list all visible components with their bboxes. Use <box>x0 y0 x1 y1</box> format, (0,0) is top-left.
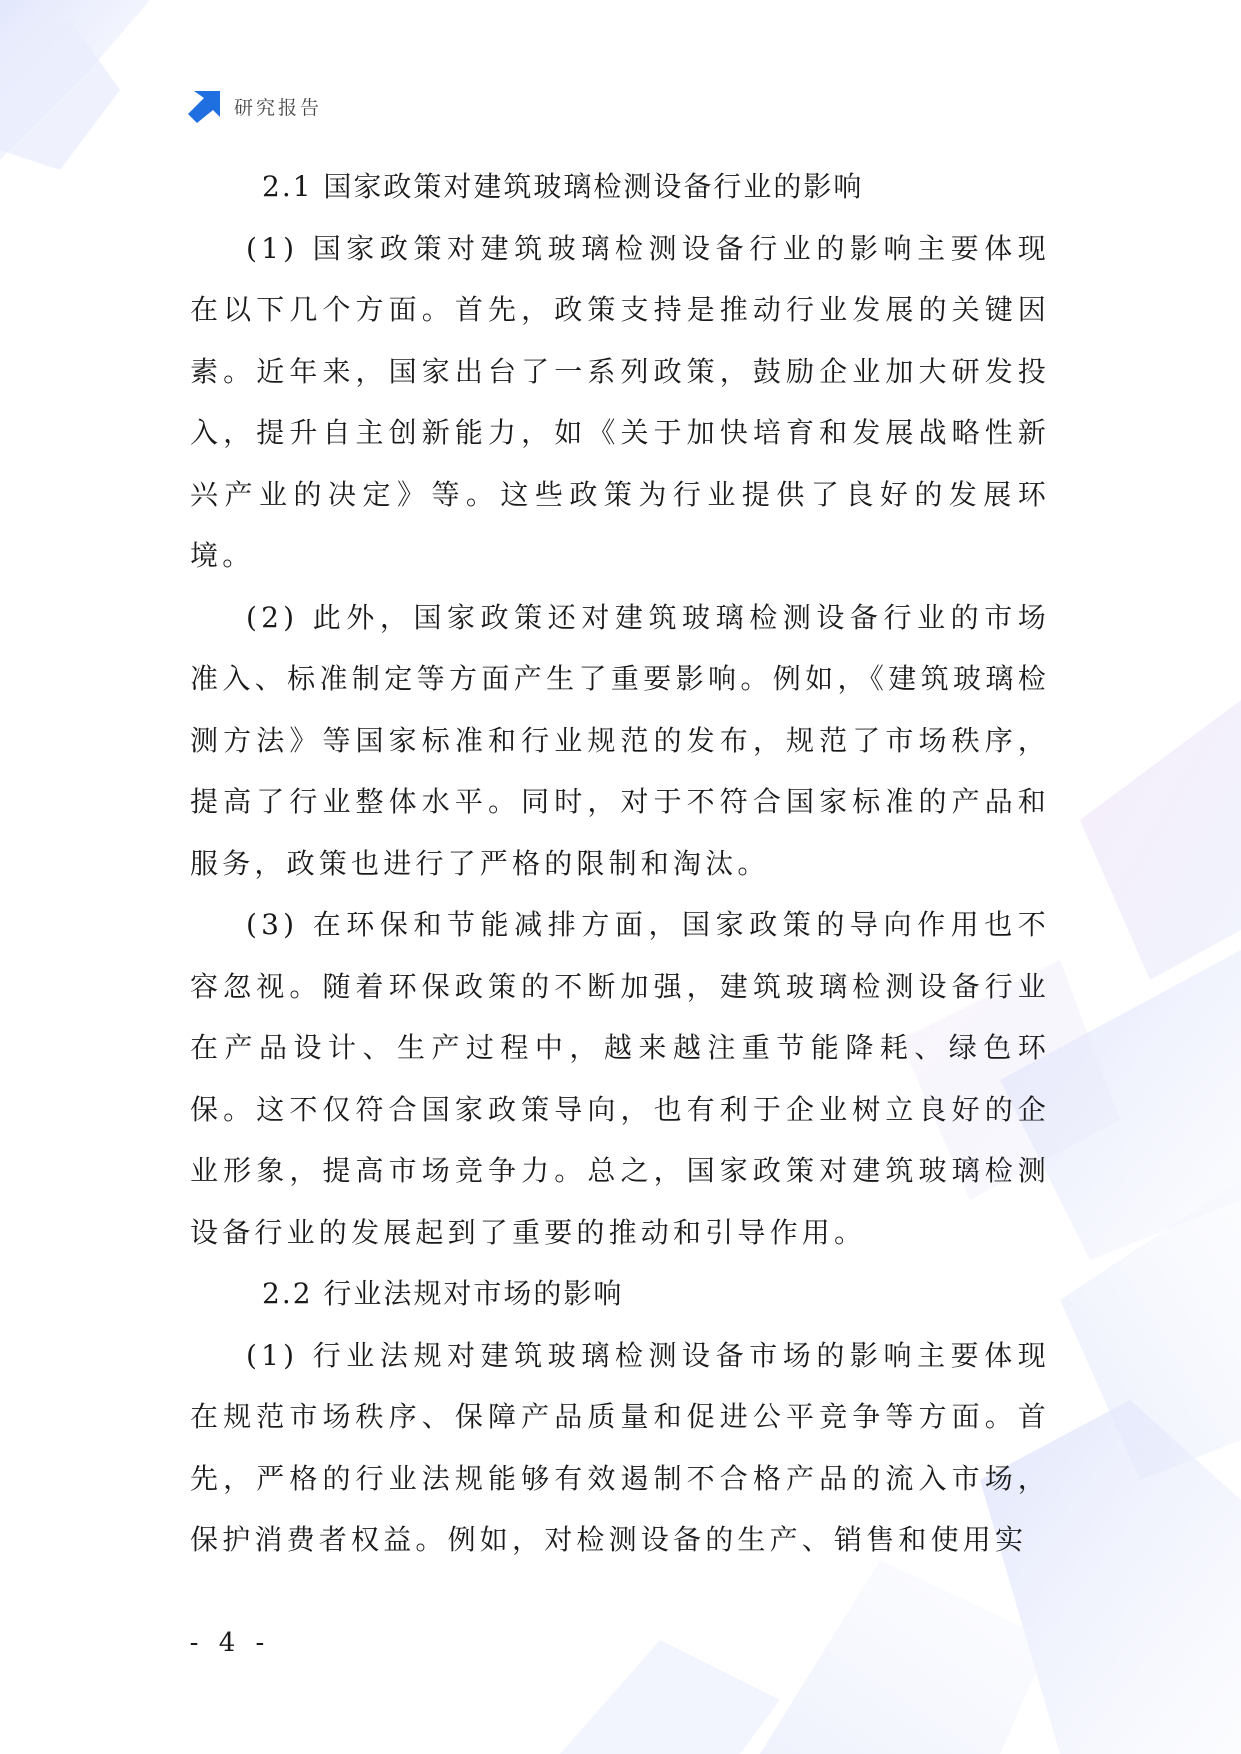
section-heading: 2.2 行业法规对市场的影响 <box>262 1277 624 1310</box>
page-number: - 4 - <box>189 1628 271 1658</box>
section-heading: 2.1 国家政策对建筑玻璃检测设备行业的影响 <box>262 170 864 203</box>
paragraph: (1) 国家政策对建筑玻璃检测设备行业的影响主要体现在以下几个方面。首先，政策支持是推动行业发展的关键因素。近年来，国家出台了一系列政策，鼓励企业加大研发投入，提升自主创新能力，如《关于加快培育和发展战略性新兴产业的决定》等。这些政策为行业提供了良好的发展环境。 <box>190 231 1050 572</box>
paragraph: (3) 在环保和节能减排方面，国家政策的导向作用也不容忽视。随着环保政策的不断加强，建筑玻璃检测设备行业在产品设计、生产过程中，越来越注重节能降耗、绿色环保。这不仅符合国家政策导向，也有利于企业树立良好的企业形象，提高市场竞争力。总之，国家政策对建筑玻璃检测设备行业的发展起到了重要的推动和引导作用。 <box>190 908 1050 1249</box>
document-body <box>190 156 1050 1571</box>
report-header <box>188 88 322 124</box>
paragraph: (1) 行业法规对建筑玻璃检测设备市场的影响主要体现在规范市场秩序、保障产品质量和促进公平竞争等方面。首先，严格的行业法规能够有效遏制不合格产品的流入市场，保护消费者权益。例如，对检测设备的生产、销售和使用实 <box>190 1338 1050 1556</box>
header-title: 研究报告 <box>234 96 323 119</box>
paragraph: (2) 此外，国家政策还对建筑玻璃检测设备行业的市场准入、标准制定等方面产生了重要影响。例如，《建筑玻璃检测方法》等国家标准和行业规范的发布，规范了市场秩序，提高了行业整体水平。同时，对于不符合国家标准的产品和服务，政策也进行了严格的限制和淘汰。 <box>190 600 1050 880</box>
arrow-up-right-icon <box>188 89 222 123</box>
